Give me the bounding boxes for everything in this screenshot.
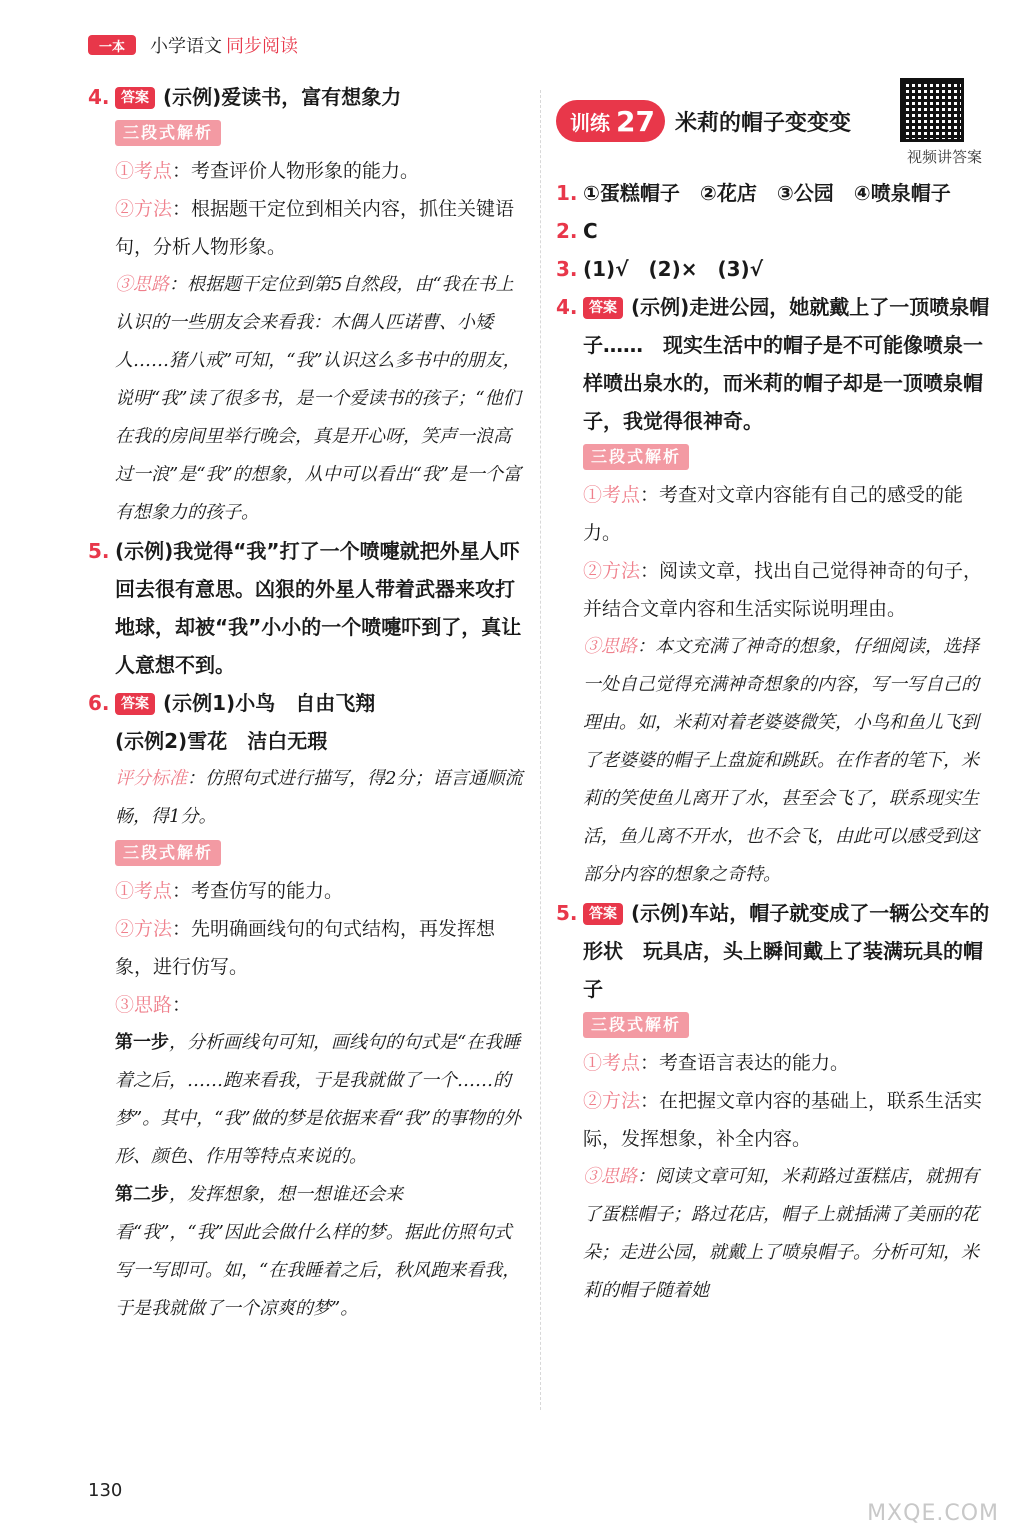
answer-tag: 答案	[115, 87, 155, 109]
analysis-label: 三段式解析	[115, 840, 221, 866]
training-title: 米莉的帽子变变变	[674, 110, 851, 136]
analysis-label: 三段式解析	[583, 1012, 689, 1038]
answer-text: (示例1)小鸟 自由飞翔	[163, 691, 376, 715]
point-silu	[88, 266, 528, 532]
point-silu	[556, 1158, 992, 1310]
point-text: ：考查评价人物形象的能力。	[172, 160, 420, 182]
point-label: ②方法	[583, 560, 641, 582]
header-title: 小学语文	[150, 36, 222, 57]
criteria-label: 评分标准	[115, 768, 187, 789]
point-text: ：	[172, 994, 192, 1016]
answer-tag: 答案	[115, 693, 155, 715]
question-number: 5.	[556, 901, 578, 925]
step-label: 第二步	[115, 1184, 169, 1205]
question-6-answer	[88, 684, 528, 722]
point-kaodian	[88, 152, 528, 190]
scoring-criteria	[88, 760, 528, 836]
page-number: 130	[88, 1480, 123, 1501]
question-5-answer	[556, 894, 992, 1008]
header-subtitle: 同步阅读	[226, 36, 298, 57]
step-label: 第一步	[115, 1032, 169, 1053]
point-silu	[88, 986, 528, 1024]
answer-text: C	[583, 219, 598, 243]
question-number: 6.	[88, 691, 110, 715]
question-1	[556, 174, 992, 212]
question-5	[88, 532, 528, 684]
answer-text: ①蛋糕帽子 ②花店 ③公园 ④喷泉帽子	[583, 181, 951, 205]
point-kaodian	[88, 872, 528, 910]
point-fangfa	[88, 910, 528, 986]
analysis-badge	[583, 444, 689, 470]
answer-text: (示例)爱读书，富有想象力	[163, 85, 402, 109]
point-text: ：阅读文章可知，米莉路过蛋糕店，就拥有了蛋糕帽子；路过花店，帽子上就插满了美丽的花朵；走进公园，就戴上了喷泉帽子。分析可知，米莉的帽子随着她	[583, 1166, 979, 1301]
question-number: 1.	[556, 181, 578, 205]
answer-tag: 答案	[583, 903, 623, 925]
question-number: 4.	[88, 85, 110, 109]
answer-text: (示例)我觉得“我”打了一个喷嚏就把外星人吓回去很有意思。凶狠的外星人带着武器来攻打地球，却被“我”小小的一个喷嚏吓到了，真让人意想不到。	[115, 539, 522, 677]
point-text: ：考查对文章内容能有自己的感受的能力。	[583, 484, 964, 544]
point-label: ①考点	[115, 880, 173, 902]
analysis-badge	[115, 120, 221, 146]
point-label: ③思路	[115, 274, 169, 295]
step-text: ，发挥想象，想一想谁还会来看“我”，“我”因此会做什么样的梦。据此仿照句式写一写即可。如，“在我睡着之后，秋风跑来看我，于是我就做了一个凉爽的梦”。	[115, 1184, 521, 1319]
answer-tag: 答案	[583, 297, 623, 319]
point-fangfa	[556, 1082, 992, 1158]
question-2	[556, 212, 992, 250]
point-text: ：根据题干定位到相关内容，抓住关键语句，分析人物形象。	[115, 198, 515, 258]
point-label: ①考点	[583, 484, 641, 506]
point-text: ：考查仿写的能力。	[172, 880, 344, 902]
watermark: MXQE.COM	[867, 1501, 999, 1526]
criteria-text: ：仿照句式进行描写，得2分；语言通顺流畅，得1分。	[115, 768, 523, 827]
answer-text: (1)√ (2)× (3)√	[583, 257, 764, 281]
analysis-label: 三段式解析	[115, 120, 221, 146]
point-kaodian	[556, 1044, 992, 1082]
step-text: ，分析画线句可知，画线句的句式是“在我睡着之后，……跑来看我，于是我就做了一个……的梦”。其中，“我”做的梦是依据来看“我”的事物的外形、颜色、作用等特点来说的。	[115, 1032, 522, 1167]
question-4-answer	[556, 288, 992, 440]
training-number: 27	[616, 104, 655, 138]
step-2	[88, 1176, 528, 1328]
point-text: ：本文充满了神奇的想象，仔细阅读，选择一处自己觉得充满神奇想象的内容，写一写自己的理由。如，米莉对着老婆婆微笑，小鸟和鱼儿飞到了老婆婆的帽子上盘旋和跳跃。在作者的笔下，米莉的笑使鱼儿离开了水，甚至会飞了，联系现实生活，鱼儿离不开水，也不会飞，由此可以感受到这部分内容的想象之奇特。	[583, 636, 979, 885]
step-1	[88, 1024, 528, 1176]
point-text: ：考查语言表达的能力。	[640, 1052, 850, 1074]
page-header	[88, 30, 298, 60]
qr-code-icon[interactable]	[900, 78, 964, 142]
question-4-answer	[88, 78, 528, 116]
question-number: 5.	[88, 539, 110, 563]
point-text: ：在把握文章内容的基础上，联系生活实际，发挥想象，补全内容。	[583, 1090, 983, 1150]
brand-logo: 一本	[88, 35, 136, 55]
point-fangfa	[88, 190, 528, 266]
training-badge	[556, 100, 665, 142]
point-fangfa	[556, 552, 992, 628]
point-label: ②方法	[583, 1090, 641, 1112]
point-text: ：阅读文章，找出自己觉得神奇的句子，并结合文章内容和生活实际说明理由。	[583, 560, 983, 620]
qr-caption: 视频讲答案	[906, 148, 982, 166]
question-number: 3.	[556, 257, 578, 281]
answer-text: (示例)走进公园，她就戴上了一顶喷泉帽子…… 现实生活中的帽子是不可能像喷泉一样喷出泉水的，而米莉的帽子却是一顶喷泉帽子，我觉得很神奇。	[583, 295, 990, 433]
point-text: ：先明确画线句的句式结构，再发挥想象，进行仿写。	[115, 918, 496, 978]
point-kaodian	[556, 476, 992, 552]
analysis-badge	[115, 840, 221, 866]
question-number: 4.	[556, 295, 578, 319]
point-label: ①考点	[583, 1052, 641, 1074]
column-divider	[540, 90, 541, 1410]
point-label: ②方法	[115, 198, 173, 220]
point-label: ③思路	[583, 1166, 637, 1187]
analysis-label: 三段式解析	[583, 444, 689, 470]
right-column	[556, 78, 992, 1310]
point-silu	[556, 628, 992, 894]
question-number: 2.	[556, 219, 578, 243]
point-label: ①考点	[115, 160, 173, 182]
point-label: ③思路	[583, 636, 637, 657]
point-label: ③思路	[115, 994, 173, 1016]
analysis-badge	[583, 1012, 689, 1038]
training-label: 训练	[570, 110, 610, 135]
answer-example-2: (示例2)雪花 洁白无瑕	[115, 729, 328, 753]
point-label: ②方法	[115, 918, 173, 940]
left-column	[88, 78, 528, 1328]
point-text: ：根据题干定位到第5自然段，由“我在书上认识的一些朋友会来看我：木偶人匹诺曹、小矮人……猪八戒”可知，“我”认识这么多书中的朋友，说明“我”读了很多书，是一个爱读书的孩子；“他们在我的房间里举行晚会，真是开心呀，笑声一浪高过一浪”是“我”的想象，从中可以看出“我”是一个富有想象力的孩子。	[115, 274, 522, 523]
question-3	[556, 250, 992, 288]
answer-text: (示例)车站，帽子就变成了一辆公交车的形状 玩具店，头上瞬间戴上了装满玩具的帽子	[583, 901, 990, 1001]
training-header	[556, 78, 992, 164]
